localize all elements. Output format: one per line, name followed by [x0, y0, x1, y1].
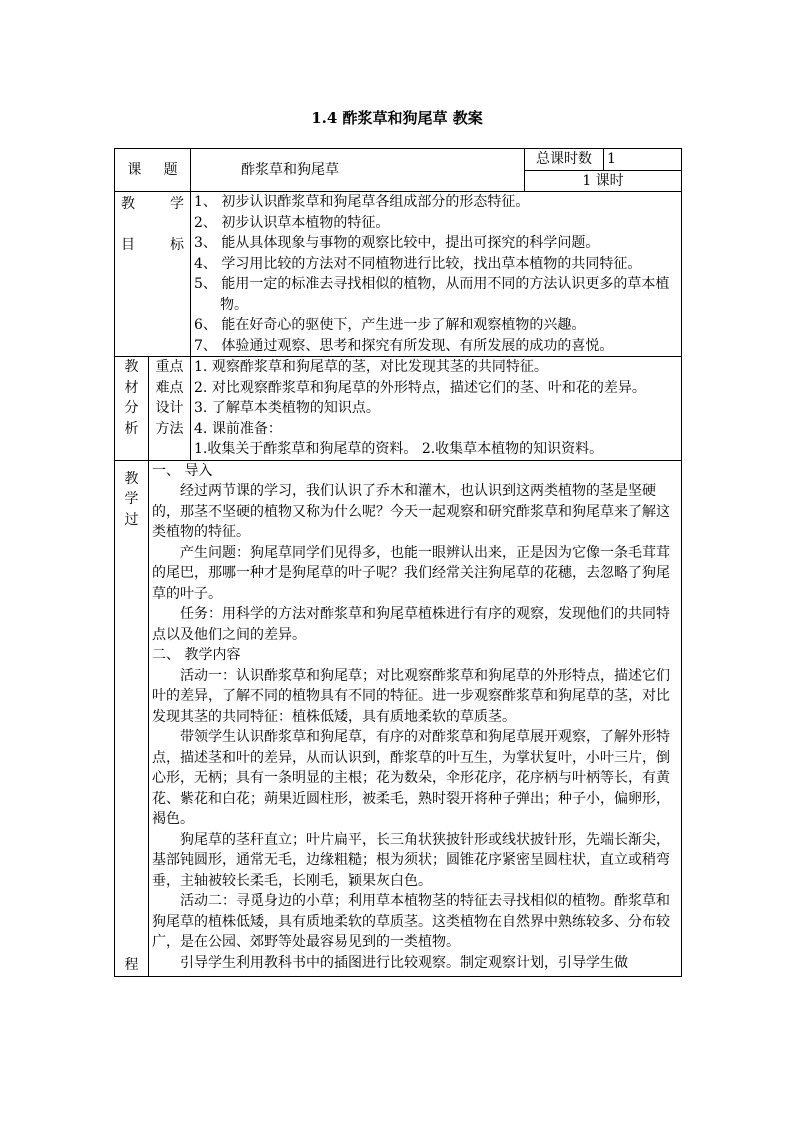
process-side-char: 教	[124, 470, 139, 487]
process-side-char: 学	[124, 491, 139, 507]
analysis-side-char: 分	[124, 400, 139, 416]
total-hours-label: 总课时数	[525, 149, 604, 171]
goals-label-d: 标	[170, 236, 185, 253]
process-paragraph: 经过两节课的学习，我们认识了乔木和灌木，也认识到这两类植物的茎是坚硬的，那茎不坚硬的植物又称为什么呢？今天一起观察和研究酢浆草和狗尾草来了解这类植物的特征。	[152, 483, 670, 540]
analysis-item: 1.收集关于酢浆草和狗尾草的资料。 2.收集草本植物的知识资料。	[194, 441, 604, 457]
goals-label-c: 目	[121, 236, 135, 253]
topic-value-cell	[191, 149, 525, 192]
analysis-sub-item: 设计	[155, 400, 184, 416]
analysis-content-cell	[191, 357, 682, 461]
goal-item: 4、 学习用比较的方法对不同植物进行比较，找出草本植物的共同特征。	[194, 255, 642, 272]
analysis-sub-item: 重点	[155, 359, 184, 375]
analysis-side-char: 教	[124, 359, 139, 375]
analysis-item: 3. 了解草本类植物的知识点。	[194, 400, 380, 416]
goal-item: 3、 能从具体现象与事物的观察比较中，提出可探究的科学问题。	[194, 235, 600, 251]
process-content-cell	[149, 460, 682, 976]
process-side-char: 程	[124, 957, 139, 973]
analysis-list	[194, 357, 678, 460]
topic-label-cell	[115, 149, 191, 192]
goals-label-cell	[115, 192, 191, 357]
process-heading: 一、 导入	[152, 462, 213, 479]
goals-list	[194, 192, 678, 356]
analysis-sub-item: 方法	[155, 420, 184, 437]
analysis-side-label	[115, 357, 149, 461]
process-paragraph: 活动二：寻觅身边的小草；利用草本植物茎的特征去寻找相似的植物。酢浆草和狗尾草的植株低矮，具有质地柔软的草质茎。这类植物在自然界中熟练较多、分布较广，是在公园、郊野等处最容易见到的一类植物。	[152, 893, 670, 950]
analysis-item: 2. 对比观察酢浆草和狗尾草的外形特点，描述它们的茎、叶和花的差异。	[194, 379, 646, 396]
goal-item: 7、 体验通过观察、思考和探究有所发现、有所发展的成功的喜悦。	[194, 337, 614, 354]
process-paragraph: 产生问题：狗尾草同学们见得多，也能一眼辨认出来，正是因为它像一条毛茸茸的尾巴，那哪一种才是狗尾草的叶子呢？我们经常关注狗尾草的花穗，去忽略了狗尾草的叶子。	[152, 544, 670, 602]
process-paragraph: 活动一：认识酢浆草和狗尾草；对比观察酢浆草和狗尾草的外形特点，描述它们叶的差异，了解不同的植物具有不同的特征。进一步观察酢浆草和狗尾草的茎，对比发现其茎的共同特征：植株低矮，具有质地柔软的草质茎。	[152, 667, 670, 725]
topic-label-b: 题	[163, 161, 178, 178]
goals-label-b: 学	[170, 196, 185, 212]
analysis-sub-label	[149, 357, 191, 461]
analysis-side-char: 材	[124, 379, 139, 396]
process-paragraph: 带领学生认识酢浆草和狗尾草，有序的对酢浆草和狗尾草展开观察，了解外形特点，描述茎和叶的差异，从而认识到，酢浆草的叶互生，为掌状复叶，小叶三片，倒心形，无柄；具有一条明显的主根；花为数朵，伞形花序，花序柄与叶柄等长，有黄花、紫花和白花；蒴果近圆柱形，被柔毛，熟时裂开将种子弹出；种子小，偏卵形，褐色。	[152, 729, 670, 827]
process-side-char: 过	[124, 511, 139, 528]
goal-item: 6、 能在好奇心的驱使下，产生进一步了解和观察植物的兴趣。	[194, 317, 586, 333]
process-paragraph: 任务：用科学的方法对酢浆草和狗尾草植株进行有序的观察，发现他们的共同特点以及他们之间的差异。	[152, 606, 670, 643]
process-paragraph: 引导学生利用教科书中的插图进行比较观察。制定观察计划，引导学生做	[180, 954, 628, 971]
process-side-label	[115, 460, 149, 976]
goal-item: 1、 初步认识酢浆草和狗尾草各组成部分的形态特征。	[194, 194, 530, 210]
lesson-plan-table	[114, 148, 682, 977]
this-lesson-hours: 1 课时	[525, 170, 682, 192]
process-paragraph: 狗尾草的茎秆直立；叶片扁平，长三角状狭披针形或线状披针形，先端长渐尖，基部钝圆形，通常无毛，边缘粗糙；根为须状；圆锥花序紧密呈圆柱状，直立或稍弯垂，主轴被较长柔毛，长刚毛，颖果灰白色。	[152, 831, 670, 889]
goal-item: 5、 能用一定的标准去寻找相似的植物，从而用不同的方法认识更多的草本植物。	[194, 276, 670, 313]
analysis-sub-item: 难点	[155, 379, 184, 396]
topic-value: 酢浆草和狗尾草	[241, 161, 340, 178]
analysis-item: 1. 观察酢浆草和狗尾草的茎，对比发现其茎的共同特征。	[194, 359, 548, 375]
analysis-item: 4. 课前准备：	[194, 420, 282, 437]
analysis-side-char: 析	[124, 420, 139, 437]
total-hours-value: 1	[604, 149, 682, 171]
page-title: 1.4 酢浆草和狗尾草 教案	[311, 109, 483, 127]
topic-label-a: 课	[127, 161, 142, 178]
process-body	[152, 461, 678, 974]
process-heading: 二、 教学内容	[152, 647, 241, 663]
goals-label-a: 教	[121, 196, 135, 212]
goals-content-cell	[191, 192, 682, 357]
goal-item: 2、 初步认识草本植物的特征。	[194, 214, 390, 231]
